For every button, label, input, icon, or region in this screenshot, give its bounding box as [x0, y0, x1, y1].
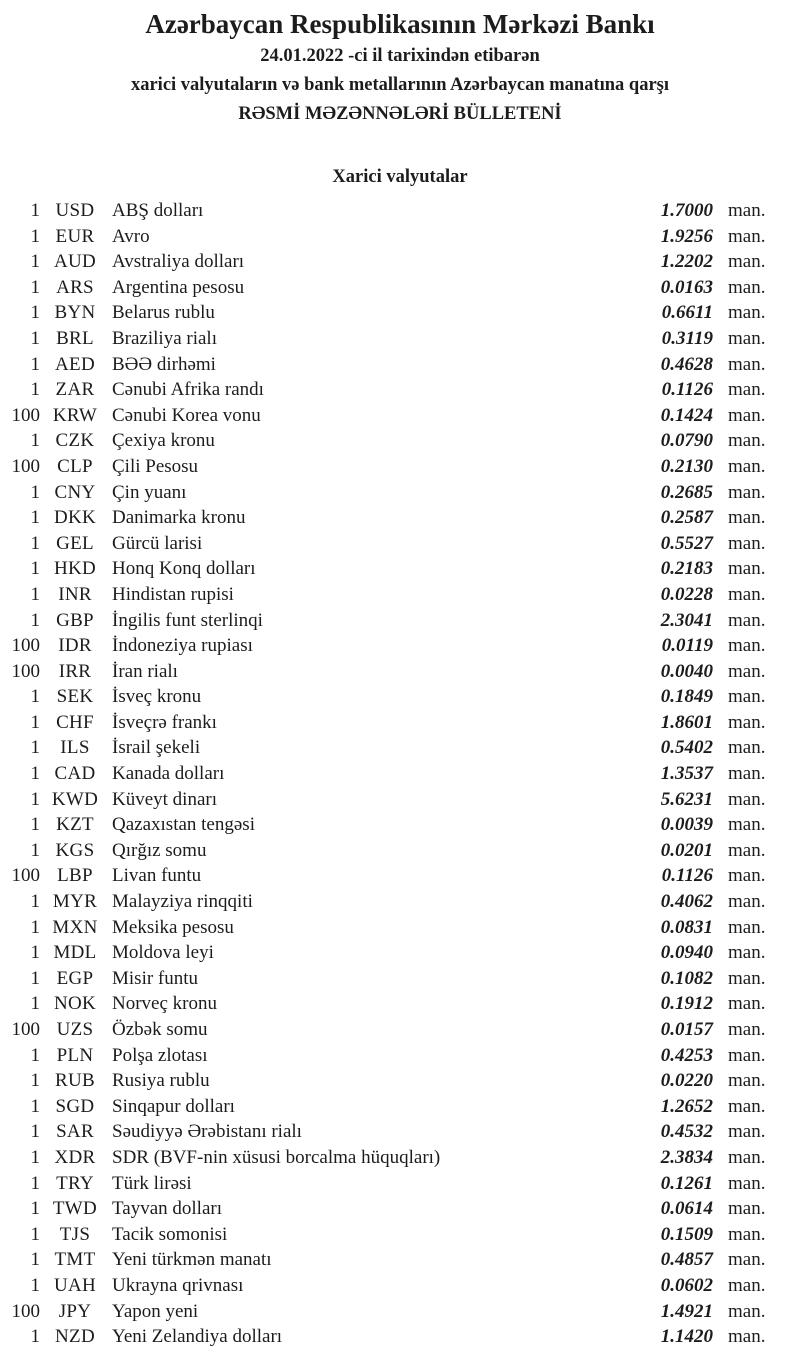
quantity-cell: 1	[30, 891, 40, 913]
table-row	[0, 377, 800, 403]
currency-name-cell: İsrail şekeli	[112, 737, 201, 759]
currency-name-cell: Argentina pesosu	[112, 276, 245, 298]
unit-cell: man.	[728, 942, 766, 964]
currency-name-cell: İsveç kronu	[112, 686, 202, 708]
currency-name-cell: Ukrayna qrivnası	[112, 1274, 244, 1296]
currency-name-cell: Qazaxıstan tengəsi	[112, 814, 255, 836]
quantity-cell: 1	[30, 327, 40, 349]
table-row	[0, 505, 800, 531]
quantity-cell: 100	[11, 1019, 40, 1040]
table-row	[0, 531, 800, 557]
rate-value-cell: 0.0157	[660, 1019, 713, 1040]
currency-name-cell: Cənubi Korea vonu	[112, 404, 261, 426]
table-row	[0, 454, 800, 480]
rate-value-cell: 0.0040	[660, 660, 713, 682]
rates-table	[0, 198, 800, 1350]
rate-value-cell: 1.2202	[660, 251, 713, 273]
unit-cell: man.	[728, 1223, 766, 1245]
table-row	[0, 889, 800, 915]
table-row	[0, 1145, 800, 1171]
unit-cell: man.	[728, 583, 766, 605]
rate-value-cell: 0.0039	[660, 814, 713, 836]
table-row	[0, 710, 800, 736]
rate-value-cell: 0.4253	[660, 1044, 713, 1066]
unit-cell: man.	[728, 225, 766, 247]
quantity-cell: 1	[30, 686, 40, 708]
quantity-cell: 1	[30, 507, 40, 529]
currency-code-cell: USD	[55, 200, 95, 221]
currency-code-cell: GBP	[56, 609, 94, 631]
currency-code-cell: ARS	[56, 276, 94, 298]
currency-name-cell: Səudiyyə Ərəbistanı rialı	[112, 1121, 302, 1143]
currency-code-cell: INR	[58, 583, 92, 605]
currency-code-cell: TRY	[56, 1172, 94, 1194]
quantity-cell: 1	[30, 1274, 40, 1296]
rate-value-cell: 1.3537	[660, 763, 713, 785]
currency-code-cell: TJS	[59, 1223, 91, 1245]
quantity-cell: 1	[30, 430, 40, 452]
currency-code-cell: NZD	[55, 1326, 95, 1348]
bank-name-title: Azərbaycan Respublikasının Mərkəzi Bankı	[145, 9, 655, 39]
unit-cell: man.	[728, 737, 766, 759]
currency-name-cell: Cənubi Afrika randı	[112, 379, 264, 401]
quantity-cell: 1	[30, 225, 40, 247]
unit-cell: man.	[728, 251, 766, 273]
unit-cell: man.	[728, 455, 766, 477]
unit-cell: man.	[728, 379, 766, 401]
currency-name-cell: Kanada dolları	[112, 763, 225, 785]
unit-cell: man.	[728, 200, 766, 221]
rate-value-cell: 0.2183	[660, 558, 713, 580]
currency-code-cell: JPY	[58, 1300, 92, 1322]
quantity-cell: 1	[30, 1095, 40, 1117]
unit-cell: man.	[728, 660, 766, 682]
currency-code-cell: HKD	[53, 558, 97, 580]
rate-value-cell: 0.1912	[660, 993, 713, 1015]
currency-code-cell: EUR	[55, 225, 95, 247]
currency-name-cell: Braziliya rialı	[112, 327, 217, 349]
quantity-cell: 1	[30, 200, 40, 221]
quantity-cell: 100	[11, 635, 40, 657]
quantity-cell: 1	[30, 1146, 40, 1168]
rate-value-cell: 0.2685	[660, 481, 713, 503]
currency-code-cell: RUB	[55, 1070, 95, 1092]
unit-cell: man.	[728, 711, 766, 733]
quantity-cell: 100	[11, 660, 40, 682]
bulletin-title-line: RƏSMİ MƏZƏNNƏLƏRİ BÜLLETENİ	[238, 104, 562, 124]
currency-code-cell: GEL	[56, 532, 94, 554]
currency-name-cell: Qırğız somu	[112, 839, 207, 861]
currency-name-cell: Özbək somu	[112, 1019, 208, 1040]
rate-value-cell: 0.6611	[661, 302, 713, 324]
currency-code-cell: NOK	[53, 993, 97, 1015]
currency-name-cell: Yeni türkmən manatı	[112, 1249, 272, 1271]
unit-cell: man.	[728, 788, 766, 810]
currency-code-cell: ZAR	[55, 379, 95, 401]
currency-code-cell: LBP	[57, 865, 93, 887]
rate-value-cell: 0.1082	[660, 967, 713, 989]
table-row	[0, 863, 800, 889]
quantity-cell: 1	[30, 788, 40, 810]
rate-value-cell: 0.4857	[660, 1249, 713, 1271]
currency-name-cell: Livan funtu	[112, 865, 202, 887]
currency-name-cell: Yeni Zelandiya dolları	[112, 1326, 283, 1348]
unit-cell: man.	[728, 1044, 766, 1066]
unit-cell: man.	[728, 558, 766, 580]
currency-code-cell: MYR	[52, 891, 98, 913]
rate-value-cell: 0.5527	[660, 532, 713, 554]
table-row	[0, 1247, 800, 1273]
currency-name-cell: Tacik somonisi	[112, 1223, 228, 1245]
currency-code-cell: CLP	[57, 455, 93, 477]
currency-code-cell: KRW	[52, 404, 98, 426]
unit-cell: man.	[728, 1274, 766, 1296]
unit-cell: man.	[728, 327, 766, 349]
rate-value-cell: 0.5402	[660, 737, 713, 759]
rate-value-cell: 0.0790	[660, 430, 713, 452]
rate-value-cell: 1.1420	[660, 1326, 713, 1348]
table-row	[0, 275, 800, 301]
currency-name-cell: İngilis funt sterlinqi	[112, 609, 263, 631]
currency-code-cell: KGS	[55, 839, 95, 861]
currency-name-cell: ABŞ dolları	[112, 200, 204, 221]
table-row	[0, 787, 800, 813]
rate-value-cell: 0.0119	[661, 635, 713, 657]
currency-name-cell: Tayvan dolları	[112, 1198, 222, 1220]
quantity-cell: 1	[30, 1249, 40, 1271]
rate-value-cell: 1.7000	[660, 200, 713, 221]
table-row	[0, 838, 800, 864]
currency-name-cell: Misir funtu	[112, 967, 199, 989]
currency-code-cell: PLN	[56, 1044, 94, 1066]
currency-name-cell: Belarus rublu	[112, 302, 215, 324]
unit-cell: man.	[728, 686, 766, 708]
table-row	[0, 1017, 800, 1043]
unit-cell: man.	[728, 1146, 766, 1168]
currency-code-cell: MDL	[53, 942, 97, 964]
currency-code-cell: KZT	[56, 814, 94, 836]
quantity-cell: 1	[30, 302, 40, 324]
quantity-cell: 1	[30, 481, 40, 503]
unit-cell: man.	[728, 1019, 766, 1040]
table-row	[0, 684, 800, 710]
table-row	[0, 915, 800, 941]
rate-value-cell: 0.0602	[660, 1274, 713, 1296]
unit-cell: man.	[728, 839, 766, 861]
unit-cell: man.	[728, 276, 766, 298]
currency-code-cell: CZK	[55, 430, 95, 452]
rate-value-cell: 0.1509	[660, 1223, 713, 1245]
table-row	[0, 1094, 800, 1120]
currency-code-cell: XDR	[54, 1146, 96, 1168]
unit-cell: man.	[728, 1172, 766, 1194]
currency-name-cell: Meksika pesosu	[112, 916, 234, 938]
currency-code-cell: TMT	[54, 1249, 96, 1271]
table-row	[0, 556, 800, 582]
currency-name-cell: Küveyt dinarı	[112, 788, 218, 810]
quantity-cell: 1	[30, 993, 40, 1015]
currency-code-cell: ILS	[60, 737, 90, 759]
currency-name-cell: Avstraliya dolları	[112, 251, 245, 273]
currency-code-cell: BRL	[56, 327, 94, 349]
table-row	[0, 582, 800, 608]
table-row	[0, 1273, 800, 1299]
quantity-cell: 1	[30, 763, 40, 785]
quantity-cell: 1	[30, 1326, 40, 1348]
unit-cell: man.	[728, 1300, 766, 1322]
currency-code-cell: UZS	[56, 1019, 94, 1040]
table-row	[0, 966, 800, 992]
unit-cell: man.	[728, 353, 766, 375]
currency-code-cell: TWD	[52, 1198, 98, 1220]
quantity-cell: 1	[30, 1172, 40, 1194]
currency-name-cell: İsveçrə frankı	[112, 711, 217, 733]
rate-value-cell: 2.3834	[660, 1146, 713, 1168]
rate-value-cell: 1.9256	[660, 225, 713, 247]
rate-value-cell: 0.1126	[661, 865, 713, 887]
rate-value-cell: 0.1261	[660, 1172, 713, 1194]
currency-code-cell: KWD	[51, 788, 99, 810]
rate-value-cell: 0.2587	[660, 507, 713, 529]
quantity-cell: 1	[30, 251, 40, 273]
rate-value-cell: 0.0614	[660, 1198, 713, 1220]
unit-cell: man.	[728, 507, 766, 529]
unit-cell: man.	[728, 404, 766, 426]
currency-name-cell: Çili Pesosu	[112, 455, 199, 477]
unit-cell: man.	[728, 481, 766, 503]
currency-name-cell: Çexiya kronu	[112, 430, 215, 452]
currency-name-cell: Çin yuanı	[112, 481, 187, 503]
table-row	[0, 735, 800, 761]
currency-name-cell: BƏƏ dirhəmi	[112, 353, 216, 375]
quantity-cell: 100	[11, 455, 40, 477]
table-row	[0, 991, 800, 1017]
unit-cell: man.	[728, 609, 766, 631]
quantity-cell: 1	[30, 353, 40, 375]
table-row	[0, 812, 800, 838]
quantity-cell: 1	[30, 1198, 40, 1220]
table-row	[0, 249, 800, 275]
unit-cell: man.	[728, 635, 766, 657]
quantity-cell: 1	[30, 379, 40, 401]
currency-code-cell: IRR	[58, 660, 92, 682]
unit-cell: man.	[728, 430, 766, 452]
table-row	[0, 480, 800, 506]
quantity-cell: 1	[30, 1121, 40, 1143]
currency-code-cell: SAR	[56, 1121, 94, 1143]
rate-value-cell: 1.4921	[660, 1300, 713, 1322]
unit-cell: man.	[728, 865, 766, 887]
table-row	[0, 1068, 800, 1094]
table-row	[0, 1324, 800, 1350]
unit-cell: man.	[728, 1249, 766, 1271]
currency-name-cell: SDR (BVF-nin xüsusi borcalma hüquqları)	[112, 1146, 441, 1168]
quantity-cell: 1	[30, 532, 40, 554]
quantity-cell: 1	[30, 583, 40, 605]
unit-cell: man.	[728, 993, 766, 1015]
table-row	[0, 198, 800, 224]
currency-code-cell: AUD	[53, 251, 97, 273]
unit-cell: man.	[728, 814, 766, 836]
quantity-cell: 1	[30, 916, 40, 938]
currency-name-cell: Hindistan rupisi	[112, 583, 234, 605]
unit-cell: man.	[728, 1095, 766, 1117]
table-row	[0, 1222, 800, 1248]
unit-cell: man.	[728, 891, 766, 913]
currency-name-cell: Moldova leyi	[112, 942, 214, 964]
rate-value-cell: 0.0220	[660, 1070, 713, 1092]
currency-name-cell: İndoneziya rupiası	[112, 635, 253, 657]
currency-name-cell: Honq Konq dolları	[112, 558, 256, 580]
currency-code-cell: IDR	[58, 635, 92, 657]
table-row	[0, 403, 800, 429]
currency-code-cell: AED	[55, 353, 95, 375]
unit-cell: man.	[728, 916, 766, 938]
table-row	[0, 1119, 800, 1145]
currency-name-cell: Polşa zlotası	[112, 1044, 208, 1066]
rate-value-cell: 0.2130	[660, 455, 713, 477]
quantity-cell: 1	[30, 737, 40, 759]
rate-value-cell: 0.0228	[660, 583, 713, 605]
table-row	[0, 300, 800, 326]
currency-code-cell: BYN	[54, 302, 96, 324]
currency-code-cell: CAD	[54, 763, 96, 785]
table-row	[0, 633, 800, 659]
unit-cell: man.	[728, 967, 766, 989]
currency-code-cell: CNY	[54, 481, 96, 503]
table-row	[0, 608, 800, 634]
rate-value-cell: 1.8601	[660, 711, 713, 733]
table-row	[0, 1299, 800, 1325]
rate-value-cell: 0.0163	[660, 276, 713, 298]
table-row	[0, 352, 800, 378]
currency-code-cell: MXN	[52, 916, 98, 938]
rate-value-cell: 0.4062	[660, 891, 713, 913]
table-row	[0, 659, 800, 685]
section-title-foreign-currencies: Xarici valyutalar	[332, 167, 468, 187]
unit-cell: man.	[728, 1070, 766, 1092]
table-row	[0, 1043, 800, 1069]
rate-value-cell: 0.1849	[660, 686, 713, 708]
quantity-cell: 100	[11, 404, 40, 426]
quantity-cell: 1	[30, 558, 40, 580]
rate-value-cell: 0.0940	[660, 942, 713, 964]
currency-code-cell: EGP	[56, 967, 94, 989]
table-row	[0, 1171, 800, 1197]
currency-name-cell: Gürcü larisi	[112, 532, 203, 554]
quantity-cell: 1	[30, 609, 40, 631]
rate-value-cell: 0.4532	[660, 1121, 713, 1143]
quantity-cell: 100	[11, 865, 40, 887]
rate-value-cell: 0.1424	[660, 404, 713, 426]
quantity-cell: 1	[30, 1223, 40, 1245]
table-row	[0, 940, 800, 966]
quantity-cell: 1	[30, 814, 40, 836]
currency-name-cell: İran rialı	[112, 660, 178, 682]
table-row	[0, 761, 800, 787]
unit-cell: man.	[728, 1326, 766, 1348]
currency-code-cell: DKK	[53, 507, 97, 529]
effective-date-line: 24.01.2022 -ci il tarixindən etibarən	[260, 46, 540, 66]
table-row	[0, 1196, 800, 1222]
table-row	[0, 224, 800, 250]
rate-value-cell: 5.6231	[660, 788, 713, 810]
currency-name-cell: Avro	[112, 225, 150, 247]
currency-name-cell: Sinqapur dolları	[112, 1095, 235, 1117]
currency-code-cell: CHF	[56, 711, 94, 733]
rate-value-cell: 0.3119	[661, 327, 713, 349]
unit-cell: man.	[728, 1121, 766, 1143]
subject-line: xarici valyutaların və bank metallarının Azərbaycan manatına qarşı	[130, 75, 670, 95]
unit-cell: man.	[728, 532, 766, 554]
unit-cell: man.	[728, 1198, 766, 1220]
currency-name-cell: Danimarka kronu	[112, 507, 246, 529]
quantity-cell: 100	[11, 1300, 40, 1322]
unit-cell: man.	[728, 302, 766, 324]
quantity-cell: 1	[30, 276, 40, 298]
table-row	[0, 326, 800, 352]
currency-code-cell: SGD	[55, 1095, 95, 1117]
quantity-cell: 1	[30, 1070, 40, 1092]
quantity-cell: 1	[30, 839, 40, 861]
currency-code-cell: UAH	[53, 1274, 97, 1296]
currency-code-cell: SEK	[56, 686, 94, 708]
currency-name-cell: Rusiya rublu	[112, 1070, 210, 1092]
table-row	[0, 428, 800, 454]
rate-value-cell: 0.1126	[661, 379, 713, 401]
quantity-cell: 1	[30, 967, 40, 989]
quantity-cell: 1	[30, 1044, 40, 1066]
unit-cell: man.	[728, 763, 766, 785]
currency-name-cell: Norveç kronu	[112, 993, 217, 1015]
currency-name-cell: Türk lirəsi	[112, 1172, 192, 1194]
rate-value-cell: 2.3041	[660, 609, 713, 631]
currency-name-cell: Yapon yeni	[112, 1300, 199, 1322]
rate-value-cell: 0.4628	[660, 353, 713, 375]
quantity-cell: 1	[30, 942, 40, 964]
rate-value-cell: 0.0831	[660, 916, 713, 938]
rate-value-cell: 0.0201	[660, 839, 713, 861]
quantity-cell: 1	[30, 711, 40, 733]
rate-value-cell: 1.2652	[660, 1095, 713, 1117]
currency-name-cell: Malayziya rinqqiti	[112, 891, 253, 913]
